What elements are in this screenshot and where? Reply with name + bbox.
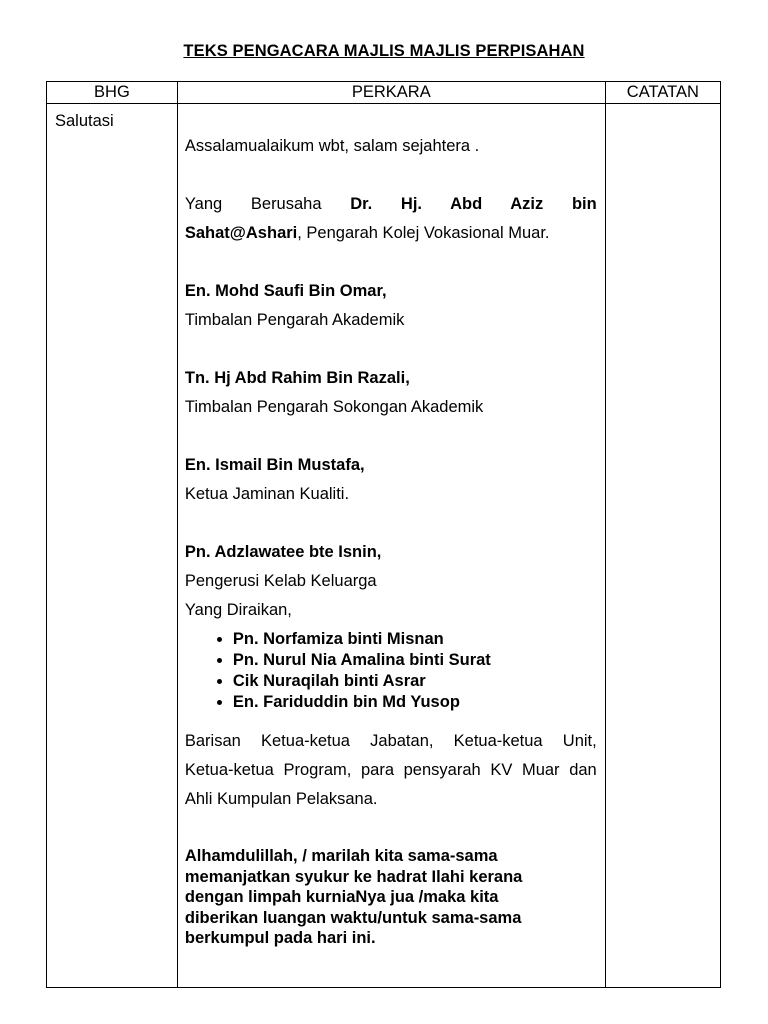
official-name: En. Ismail Bin Mustafa, [184,456,365,474]
closing-line: berkumpul pada hari ini. [184,929,376,947]
yb-line-2 [185,219,597,248]
closing-line: dengan limpah kurniaNya jua /maka kita [184,888,499,906]
list-item: • Pn. Nurul Nia Amalina binti Surat [233,650,597,671]
official-name: Tn. Hj Abd Rahim Bin Razali, [184,369,410,387]
honoured-list [185,629,597,713]
official-role: Timbalan Pengarah Akademik [184,311,405,329]
table-header-row [47,82,721,104]
official-role: Ketua Jaminan Kualiti. [184,485,350,503]
yb-name-1: Dr. Hj. Abd Aziz bin [350,195,597,213]
yb-prefix: Yang Berusaha [184,195,351,213]
closing-line: diberikan luangan waktu/untuk sama-sama [184,908,522,927]
script-table [46,81,721,988]
honoured-label: Yang Diraikan, [184,601,292,619]
greeting: Assalamualaikum wbt, salam sejahtera . [184,137,480,155]
closing-line: Alhamdulillah, / marilah kita sama-sama [184,847,498,865]
audience-line-3: Ahli Kumpulan Pelaksana. [184,790,378,808]
official-name: Pn. Adzlawatee bte Isnin, [184,543,382,561]
header-bhg: BHG [47,82,178,104]
list-item: • Cik Nuraqilah binti Asrar [233,671,597,692]
header-catatan: CATATAN [605,82,720,104]
perkara-cell [177,104,605,988]
yb-line-1 [185,190,597,219]
catatan-cell [605,104,720,988]
document-title: TEKS PENGACARA MAJLIS MAJLIS PERPISAHAN [183,42,585,60]
yb-name-2: Sahat@Ashari [184,224,298,242]
official-role: Timbalan Pengarah Sokongan Akademik [184,398,484,416]
yb-role: , Pengarah Kolej Vokasional Muar. [297,224,550,242]
section-label: Salutasi [47,104,178,988]
audience-line-1: Barisan Ketua-ketua Jabatan, Ketua-ketua Unit, [184,732,597,750]
official-role: Pengerusi Kelab Keluarga [184,572,377,590]
closing-line: memanjatkan syukur ke hadrat Ilahi kerana [184,867,523,886]
table-row [47,104,721,988]
header-perkara: PERKARA [177,82,605,104]
official-name: En. Mohd Saufi Bin Omar, [184,282,387,300]
audience-line-2: Ketua-ketua Program, para pensyarah KV Muar dan [184,761,597,779]
list-item: • En. Fariduddin bin Md Yusop [233,692,597,713]
list-item: • Pn. Norfamiza binti Misnan [233,629,597,650]
